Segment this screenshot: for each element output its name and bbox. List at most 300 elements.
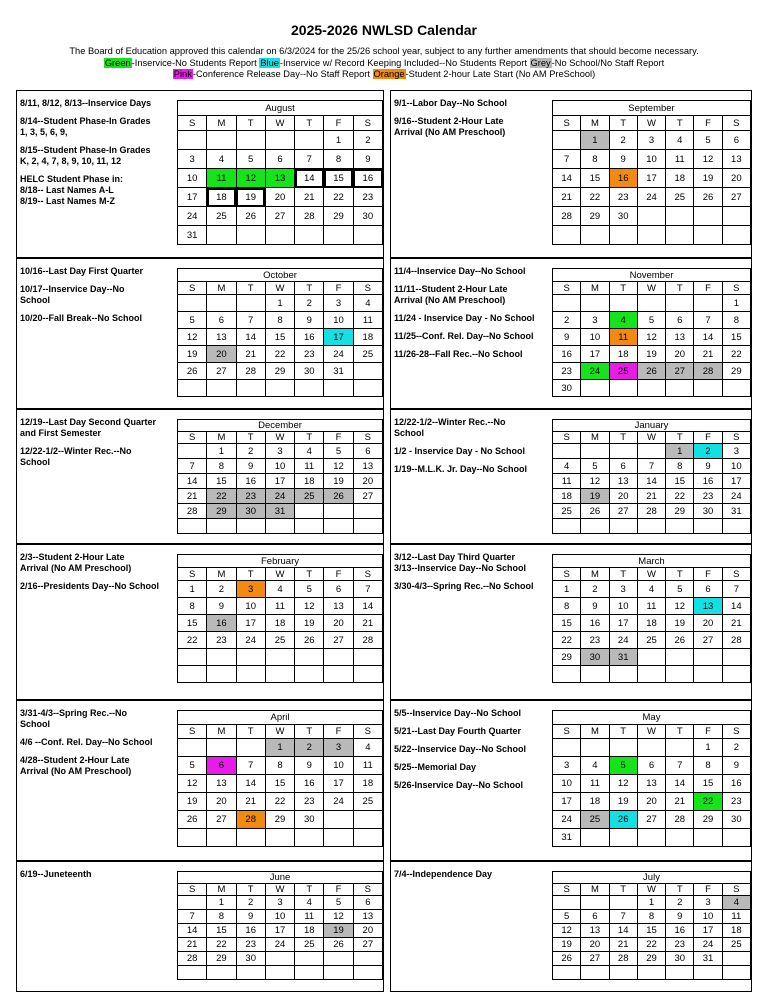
empty-day-cell (637, 295, 665, 312)
note-item: 5/25--Memorial Day (394, 762, 477, 772)
day-cell: 15 (324, 169, 353, 188)
weekday-header: M (207, 884, 236, 896)
day-cell: 27 (265, 207, 294, 226)
day-cell: 1 (265, 295, 294, 312)
legend-grey-text: -No School/No Staff Report (551, 57, 665, 68)
empty-day-cell (265, 666, 294, 683)
empty-day-cell (637, 739, 665, 757)
calendar-april (177, 710, 383, 847)
weekday-header: T (295, 884, 324, 896)
empty-day-cell (581, 666, 609, 683)
day-cell: 15 (637, 924, 665, 938)
calendar-december (177, 419, 383, 534)
day-cell: 10 (236, 598, 265, 615)
note-item: 7/4--Independence Day (394, 869, 493, 879)
day-cell: 6 (609, 459, 637, 474)
empty-day-cell (236, 519, 265, 534)
weekday-header: S (722, 116, 750, 131)
empty-day-cell (236, 131, 265, 150)
day-cell: 29 (324, 207, 353, 226)
note-item: 2/16--Presidents Day--No School (20, 581, 160, 591)
weekday-header: S (353, 116, 382, 131)
empty-day-cell (637, 966, 665, 980)
day-cell: 19 (295, 615, 324, 632)
day-cell: 14 (236, 775, 265, 793)
empty-day-cell (353, 226, 382, 245)
day-cell: 6 (324, 581, 353, 598)
day-cell: 24 (609, 632, 637, 649)
empty-day-cell (353, 811, 382, 829)
empty-day-cell (236, 226, 265, 245)
notes-may (394, 708, 550, 798)
day-cell: 22 (265, 793, 294, 811)
day-cell: 15 (694, 775, 722, 793)
weekday-header: F (324, 282, 353, 295)
weekday-header: F (694, 282, 722, 295)
legend-row-2 (0, 69, 768, 81)
empty-day-cell (637, 829, 665, 847)
day-cell: 7 (666, 757, 694, 775)
note-item: 5/5--Inservice Day--No School (394, 708, 522, 718)
empty-day-cell (207, 666, 236, 683)
day-cell: 23 (553, 363, 581, 380)
month-name: November (553, 269, 751, 282)
legend-orange-key: Orange (373, 69, 405, 79)
day-cell: 14 (353, 598, 382, 615)
day-cell: 20 (581, 938, 609, 952)
day-cell: 12 (236, 169, 265, 188)
weekday-header: F (324, 725, 353, 739)
weekday-header: T (666, 884, 694, 896)
day-cell: 27 (207, 811, 236, 829)
day-cell: 17 (265, 924, 294, 938)
empty-day-cell (609, 829, 637, 847)
empty-day-cell (609, 666, 637, 683)
empty-day-cell (236, 966, 265, 980)
day-cell: 16 (207, 615, 236, 632)
day-cell: 9 (295, 757, 324, 775)
note-item: 10/16--Last Day First Quarter (20, 266, 144, 276)
day-cell: 10 (553, 775, 581, 793)
weekday-header: T (295, 282, 324, 295)
day-cell: 12 (666, 598, 694, 615)
day-cell: 21 (609, 938, 637, 952)
day-cell: 12 (694, 150, 722, 169)
empty-day-cell (324, 666, 353, 683)
calendar-march (552, 554, 751, 683)
day-cell: 22 (178, 632, 207, 649)
day-cell: 11 (353, 312, 382, 329)
day-cell: 29 (637, 952, 665, 966)
note-item: 10/20--Fall Break--No School (20, 313, 143, 323)
empty-day-cell (236, 829, 265, 847)
day-cell: 10 (581, 329, 609, 346)
day-cell: 8 (324, 150, 353, 169)
empty-day-cell (207, 966, 236, 980)
day-cell: 10 (265, 459, 294, 474)
day-cell: 23 (609, 188, 637, 207)
day-cell: 19 (581, 489, 609, 504)
empty-day-cell (694, 207, 722, 226)
empty-day-cell (666, 829, 694, 847)
empty-day-cell (178, 380, 207, 397)
day-cell: 20 (324, 615, 353, 632)
day-cell: 9 (666, 910, 694, 924)
day-cell: 5 (324, 896, 353, 910)
day-cell: 3 (637, 131, 665, 150)
day-cell: 20 (722, 169, 750, 188)
weekday-header: T (666, 116, 694, 131)
day-cell: 28 (553, 207, 581, 226)
empty-day-cell (295, 504, 324, 519)
empty-day-cell (207, 829, 236, 847)
empty-day-cell (553, 666, 581, 683)
day-cell: 4 (553, 459, 581, 474)
day-cell: 16 (581, 615, 609, 632)
day-cell: 11 (295, 459, 324, 474)
day-cell: 13 (207, 329, 236, 346)
empty-day-cell (581, 519, 609, 534)
empty-day-cell (207, 226, 236, 245)
note-item: HELC Student Phase in: 8/18-- Last Names A-L 8/19-- Last Names M-Z (20, 174, 124, 206)
day-cell: 8 (637, 910, 665, 924)
calendar-october (177, 268, 383, 397)
weekday-header: W (637, 884, 665, 896)
day-cell: 25 (581, 811, 609, 829)
notes-january (394, 417, 550, 482)
day-cell: 18 (295, 924, 324, 938)
empty-day-cell (694, 226, 722, 245)
day-cell: 17 (609, 615, 637, 632)
day-cell: 1 (694, 739, 722, 757)
empty-day-cell (353, 966, 382, 980)
day-cell: 22 (637, 938, 665, 952)
day-cell: 28 (178, 952, 207, 966)
day-cell: 13 (694, 598, 722, 615)
day-cell: 28 (236, 811, 265, 829)
day-cell: 2 (609, 131, 637, 150)
empty-day-cell (353, 829, 382, 847)
day-cell: 30 (722, 811, 750, 829)
weekday-header: W (637, 116, 665, 131)
weekday-header: W (265, 568, 294, 581)
day-cell: 1 (666, 444, 694, 459)
day-cell: 11 (637, 598, 665, 615)
day-cell: 3 (324, 295, 353, 312)
legend-pink-key: Pink (173, 69, 192, 79)
weekday-header: T (609, 116, 637, 131)
day-cell: 22 (207, 489, 236, 504)
day-cell: 26 (609, 811, 637, 829)
day-cell: 21 (236, 346, 265, 363)
day-cell: 21 (694, 346, 722, 363)
weekday-header: S (722, 568, 750, 581)
day-cell: 19 (609, 793, 637, 811)
weekday-header: M (207, 432, 236, 444)
day-cell: 15 (207, 924, 236, 938)
note-item: 1/19--M.L.K. Jr. Day--No School (394, 464, 528, 474)
empty-day-cell (178, 666, 207, 683)
day-cell: 14 (295, 169, 324, 188)
day-cell: 8 (265, 757, 294, 775)
legend-grey-key: Grey (530, 57, 551, 68)
day-cell: 28 (609, 952, 637, 966)
weekday-header: W (637, 568, 665, 581)
empty-day-cell (178, 295, 207, 312)
day-cell: 14 (178, 474, 207, 489)
day-cell: 6 (694, 581, 722, 598)
day-cell: 3 (581, 312, 609, 329)
empty-day-cell (295, 519, 324, 534)
weekday-header: S (178, 884, 207, 896)
day-cell: 24 (694, 938, 722, 952)
day-cell: 11 (609, 329, 637, 346)
weekday-header: F (324, 884, 353, 896)
empty-day-cell (609, 380, 637, 397)
day-cell: 23 (581, 632, 609, 649)
day-cell: 12 (324, 910, 353, 924)
note-item: 8/15--Student Phase-In Grades K, 2, 4, 7, 8, 9, 10, 11, 12 (20, 145, 151, 166)
empty-day-cell (666, 226, 694, 245)
day-cell: 27 (324, 632, 353, 649)
empty-day-cell (637, 226, 665, 245)
day-cell: 20 (207, 793, 236, 811)
empty-day-cell (581, 444, 609, 459)
day-cell: 17 (265, 474, 294, 489)
day-cell: 18 (581, 793, 609, 811)
day-cell: 6 (637, 757, 665, 775)
day-cell: 3 (722, 444, 750, 459)
empty-day-cell (553, 519, 581, 534)
legend-blue-text: -Inservice w/ Record Keeping Included--No Students Report (279, 57, 530, 68)
weekday-header: T (609, 568, 637, 581)
weekday-header: T (236, 884, 265, 896)
day-cell: 7 (637, 459, 665, 474)
day-cell: 2 (295, 295, 324, 312)
empty-day-cell (324, 519, 353, 534)
day-cell: 30 (694, 504, 722, 519)
day-cell: 11 (265, 598, 294, 615)
month-name: February (178, 555, 383, 568)
empty-day-cell (265, 519, 294, 534)
empty-day-cell (207, 131, 236, 150)
empty-day-cell (637, 444, 665, 459)
day-cell: 26 (637, 363, 665, 380)
day-cell: 5 (581, 459, 609, 474)
day-cell: 10 (637, 150, 665, 169)
note-item: 8/11, 8/12, 8/13--Inservice Days (20, 98, 152, 108)
empty-day-cell (609, 519, 637, 534)
day-cell: 17 (324, 329, 353, 346)
weekday-header: F (694, 116, 722, 131)
day-cell: 30 (236, 504, 265, 519)
note-item: 12/22-1/2--Winter Rec.--No School (394, 417, 506, 438)
legend-orange-text: -Student 2-hour Late Start (No AM PreSchool) (405, 69, 596, 79)
day-cell: 22 (553, 632, 581, 649)
day-cell: 13 (722, 150, 750, 169)
day-cell: 13 (637, 775, 665, 793)
day-cell: 6 (353, 896, 382, 910)
day-cell: 30 (609, 207, 637, 226)
weekday-header: T (236, 116, 265, 131)
day-cell: 22 (722, 346, 750, 363)
empty-day-cell (178, 444, 207, 459)
day-cell: 24 (265, 938, 294, 952)
empty-day-cell (324, 966, 353, 980)
empty-day-cell (694, 829, 722, 847)
day-cell: 19 (178, 793, 207, 811)
day-cell: 25 (207, 207, 236, 226)
day-cell: 11 (207, 169, 236, 188)
empty-day-cell (581, 966, 609, 980)
day-cell: 10 (324, 757, 353, 775)
day-cell: 10 (609, 598, 637, 615)
day-cell: 3 (694, 896, 722, 910)
day-cell: 21 (178, 489, 207, 504)
weekday-header: M (207, 282, 236, 295)
day-cell: 8 (722, 312, 750, 329)
empty-day-cell (553, 444, 581, 459)
day-cell: 10 (265, 910, 294, 924)
empty-day-cell (609, 739, 637, 757)
empty-day-cell (324, 952, 353, 966)
day-cell: 25 (666, 188, 694, 207)
day-cell: 10 (722, 459, 750, 474)
note-item: 11/25--Conf. Rel. Day--No School (394, 331, 534, 341)
month-name: March (553, 555, 751, 568)
notes-september (394, 98, 550, 145)
day-cell: 25 (265, 632, 294, 649)
day-cell: 25 (553, 504, 581, 519)
day-cell: 28 (694, 363, 722, 380)
weekday-header: S (722, 884, 750, 896)
month-name: January (553, 420, 751, 432)
day-cell: 7 (722, 581, 750, 598)
day-cell: 20 (353, 474, 382, 489)
day-cell: 21 (666, 793, 694, 811)
empty-day-cell (722, 380, 750, 397)
empty-day-cell (694, 380, 722, 397)
weekday-header: M (581, 884, 609, 896)
day-cell: 26 (666, 632, 694, 649)
day-cell: 5 (694, 131, 722, 150)
day-cell: 1 (637, 896, 665, 910)
empty-day-cell (207, 380, 236, 397)
day-cell: 6 (207, 757, 236, 775)
legend-green-key: Green (104, 57, 131, 68)
weekday-header: T (236, 568, 265, 581)
weekday-header: M (581, 116, 609, 131)
weekday-header: T (236, 725, 265, 739)
day-cell: 9 (694, 459, 722, 474)
note-item: 12/22-1/2--Winter Rec.--No School (20, 446, 132, 467)
weekday-header: S (553, 725, 581, 739)
day-cell: 14 (236, 329, 265, 346)
day-cell: 24 (236, 632, 265, 649)
empty-day-cell (178, 649, 207, 666)
day-cell: 4 (609, 312, 637, 329)
weekday-header: M (581, 282, 609, 295)
empty-day-cell (553, 295, 581, 312)
day-cell: 1 (722, 295, 750, 312)
month-name: June (178, 872, 383, 884)
weekday-header: S (553, 884, 581, 896)
day-cell: 29 (553, 649, 581, 666)
day-cell: 27 (637, 811, 665, 829)
day-cell: 16 (553, 346, 581, 363)
day-cell: 11 (666, 150, 694, 169)
day-cell: 24 (324, 346, 353, 363)
day-cell: 18 (353, 329, 382, 346)
day-cell: 28 (637, 504, 665, 519)
day-cell: 16 (236, 924, 265, 938)
day-cell: 15 (207, 474, 236, 489)
empty-day-cell (666, 739, 694, 757)
day-cell: 29 (207, 952, 236, 966)
day-cell: 8 (178, 598, 207, 615)
day-cell: 1 (265, 739, 294, 757)
empty-day-cell (295, 966, 324, 980)
day-cell: 20 (609, 489, 637, 504)
note-item: 5/21--Last Day Fourth Quarter (394, 726, 522, 736)
note-item: 3/31-4/3--Spring Rec.--No School (20, 708, 128, 729)
approval-statement: The Board of Education approved this calendar on 6/3/2024 for the 25/26 school year, subject to any further amendments that should become necessary. (69, 46, 699, 56)
day-cell: 4 (353, 295, 382, 312)
day-cell: 28 (666, 811, 694, 829)
day-cell: 1 (207, 896, 236, 910)
day-cell: 15 (553, 615, 581, 632)
empty-day-cell (265, 952, 294, 966)
day-cell: 12 (637, 329, 665, 346)
weekday-header: F (694, 432, 722, 444)
day-cell: 19 (553, 938, 581, 952)
notes-july (394, 869, 550, 887)
empty-day-cell (553, 739, 581, 757)
weekday-header: S (178, 282, 207, 295)
day-cell: 5 (178, 757, 207, 775)
day-cell: 12 (609, 775, 637, 793)
day-cell: 13 (207, 775, 236, 793)
weekday-header: T (236, 432, 265, 444)
day-cell: 23 (236, 489, 265, 504)
day-cell: 20 (666, 346, 694, 363)
day-cell: 7 (178, 459, 207, 474)
month-name: May (553, 711, 751, 725)
weekday-header: F (324, 432, 353, 444)
empty-day-cell (265, 131, 294, 150)
empty-day-cell (666, 666, 694, 683)
day-cell: 24 (178, 207, 207, 226)
note-item: 6/19--Juneteenth (20, 869, 92, 879)
empty-day-cell (581, 226, 609, 245)
day-cell: 29 (265, 363, 294, 380)
calendar-september (552, 100, 751, 245)
day-cell: 20 (265, 188, 294, 207)
calendar-may (552, 710, 751, 847)
month-name: April (178, 711, 383, 725)
day-cell: 17 (178, 188, 207, 207)
day-cell: 17 (637, 169, 665, 188)
note-item: 10/17--Inservice Day--No School (20, 284, 125, 305)
day-cell: 2 (207, 581, 236, 598)
day-cell: 24 (265, 489, 294, 504)
calendar-june (177, 871, 383, 980)
month-name: July (553, 872, 751, 884)
day-cell: 7 (236, 757, 265, 775)
day-cell: 2 (694, 444, 722, 459)
day-cell: 8 (666, 459, 694, 474)
legend-pink-text: -Conference Release Day--No Staff Report (192, 69, 373, 79)
